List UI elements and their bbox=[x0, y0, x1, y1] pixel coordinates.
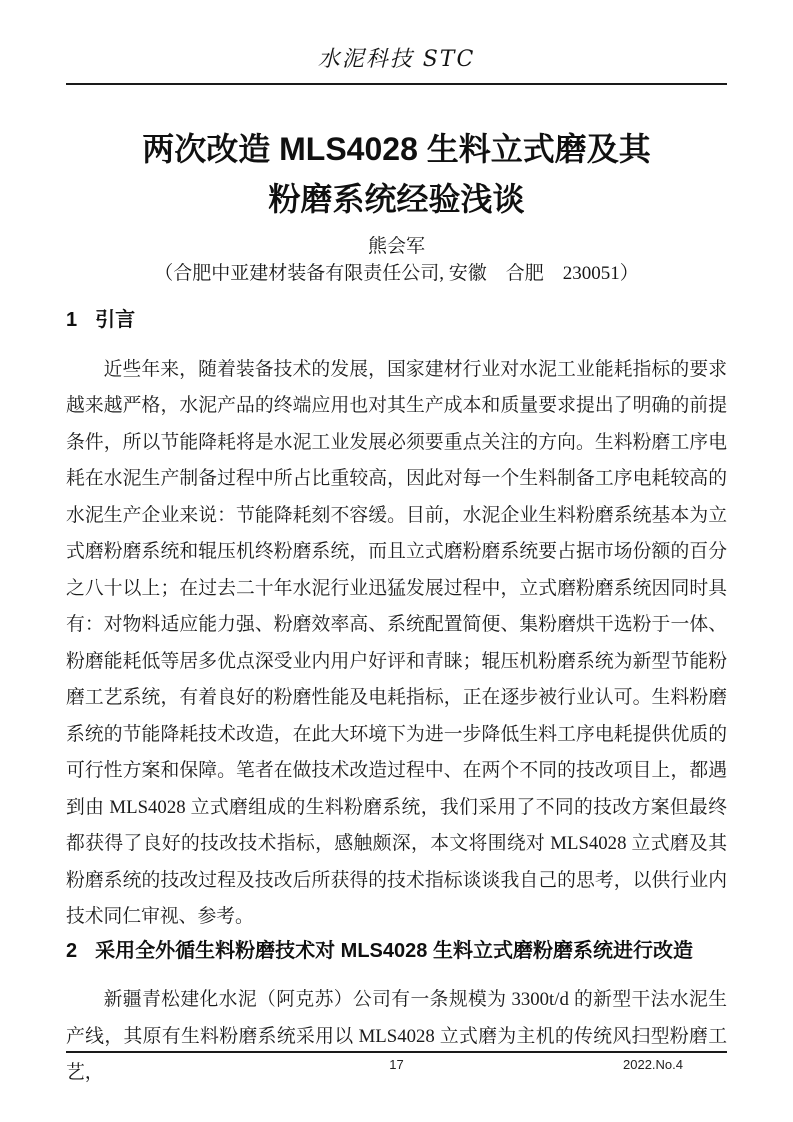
article-title-line-2: 粉磨系统经验浅谈 bbox=[268, 181, 525, 217]
article-title bbox=[66, 124, 727, 224]
section-1-title: 引言 bbox=[95, 309, 136, 331]
header-rule bbox=[66, 83, 727, 85]
section-2-title: 采用全外循生料粉磨技术对 MLS4028 生料立式磨粉磨系统进行改造 bbox=[95, 939, 693, 962]
section-2-paragraph: 新疆青松建化水泥（阿克苏）公司有一条规模为 3300t/d 的新型干法水泥生产线，其原有生料粉磨系统采用以 MLS4028 立式磨为主机的传统风扫型粉磨工艺， bbox=[66, 989, 727, 1084]
article-body bbox=[66, 305, 727, 1092]
page-footer bbox=[66, 1051, 727, 1083]
section-1-number: 1 bbox=[66, 309, 78, 331]
article-title-line-1: 两次改造 MLS4028 生料立式磨及其 bbox=[142, 131, 651, 167]
journal-header-title: 水泥科技 STC bbox=[317, 47, 476, 72]
issue-label: 2022.No.4 bbox=[623, 1057, 683, 1072]
section-1-paragraph: 近些年来，随着装备技术的发展，国家建材行业对水泥工业能耗指标的要求越来越严格，水泥产品的终端应用也对其生产成本和质量要求提出了明确的前提条件，所以节能降耗将是水泥工业发展必须要重点关注的方向。生料粉磨工序电耗在水泥生产制备过程中所占比重较高，因此对每一个生料制备工序电耗较高的水泥生产企业来说：节能降耗刻不容缓。目前，水泥企业生料粉磨系统基本为立式磨粉磨系统和辊压机终粉磨系统，而且立式磨粉磨系统要占据市场份额的百分之八十以上；在过去二十年水泥行业迅猛发展过程中，立式磨粉磨系统因同时具有：对物料适应能力强、粉磨效率高、系统配置简便、集粉磨烘干选粉于一体、粉磨能耗低等居多优点深受业内用户好评和青睐；辊压机粉磨系统为新型节能粉磨工艺系统，有着良好的粉磨性能及电耗指标，正在逐步被行业认可。生料粉磨系统的节能降耗技术改造，在此大环境下为进一步降低生料工序电耗提供优质的可行性方案和保障。笔者在做技术改造过程中、在两个不同的技改项目上，都遇到由 MLS4028 立式磨组成的生料粉磨系统，我们采用了不同的技改方案但最终都获得了良好的技改技术指标，感触颇深，本文将围绕对 MLS4028 立式磨及其粉磨系统的技改过程及技改后所获得的技术指标谈谈我自己的思考，以供行业内技术同仁审视、参考。 bbox=[66, 358, 727, 928]
section-2-number: 2 bbox=[66, 939, 78, 962]
affiliation: （合肥中亚建材装备有限责任公司, 安徽 合肥 230051） bbox=[154, 263, 639, 284]
page-number: 17 bbox=[389, 1057, 404, 1072]
section-heading-2 bbox=[66, 936, 727, 966]
section-heading-1 bbox=[66, 305, 727, 335]
author-name: 熊会军 bbox=[367, 236, 425, 257]
